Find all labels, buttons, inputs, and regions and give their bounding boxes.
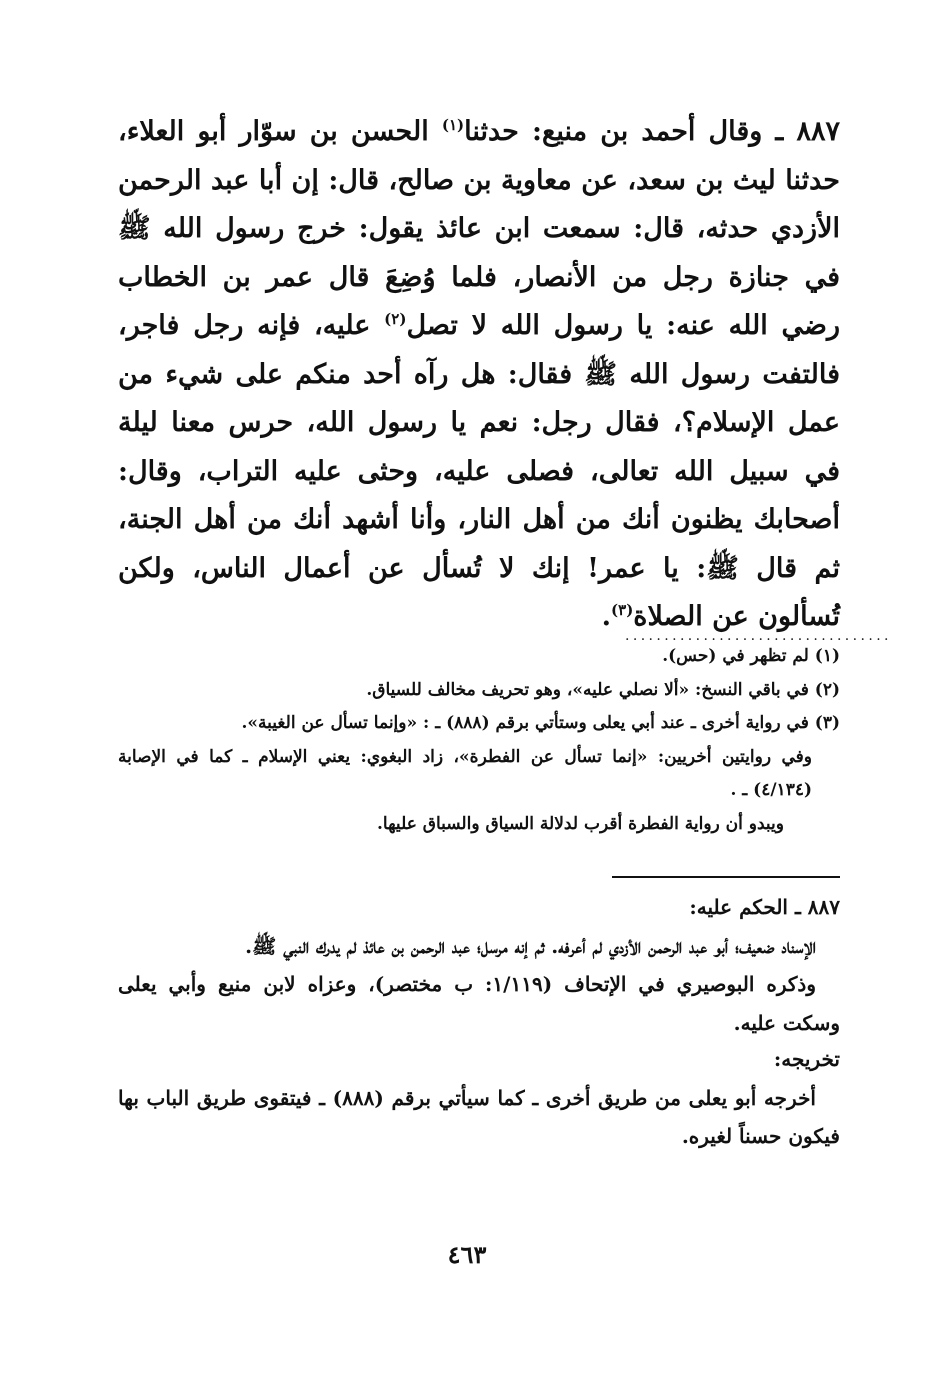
footnote-2: (٢) في باقي النسخ: «ألا نصلي عليه»، وهو تحريف مخالف للسياق. xyxy=(366,679,840,700)
hadith-number: ٨٨٧ xyxy=(796,116,840,147)
footnote-separator: .................................. xyxy=(625,628,892,644)
hadith-paragraph: ٨٨٧ ـ وقال أحمد بن منيع: حدثنا$^{(١)}$ الحسن بن سوّار أبو العلاء، حدثنا ليث بن سعد، عن معاوية بن صالح، قال: إن أبا عبد الرحمن الأزدي حدثه، قال: سمعت ابن عائذ يقول: خرج رسول الله ﷺ في جنازة رجل من الأنصار، فلما وُضِعَ قال عمر بن الخطاب رضي الله عنه: يا رسول الله لا تصل$^{(٢)}$ عليه، فإنه رجل فاجر، فالتفت رسول الله ﷺ فقال: هل رآه أحد منكم على شيء من عمل الإسلام؟، فقال رجل: نعم يا رسول الله، حرس معنا ليلة في سبيل الله تعالى، فصلى عليه، وحثى عليه التراب، وقال: أصحابك يظنون أنك من أهل النار، وأنا أشهد أنك من أهل الجنة، ثم قال ﷺ: يا عمر! إنك لا تُسأل عن أعمال الناس، ولكن تُسألون عن الصلاة$^{(٣)}$. xyxy=(118,116,840,632)
page-number: ٤٦٣ xyxy=(447,1240,487,1269)
footnote-3-continuation: وفي روايتين أخريين: «إنما تسأل عن الفطرة»، زاد البغوي: يعني الإسلام ـ كما في الإصابة (٤/١٣٤) ـ . xyxy=(118,746,812,800)
footnote-3-conclusion: ويبدو أن رواية الفطرة أقرب لدلالة السياق والسباق عليها. xyxy=(377,813,784,834)
takhrij-paragraph: أخرجه أبو يعلى من طريق أخرى ـ كما سيأتي برقم (٨٨٨) ـ فيتقوى طريق الباب بها فيكون حسناً لغيره. xyxy=(118,1085,840,1148)
busiri-paragraph: وذكره البوصيري في الإتحاف (١/١١٩: ب مختصر)، وعزاه لابن منيع وأبي يعلى وسكت عليه. xyxy=(118,972,840,1035)
footnotes xyxy=(118,640,840,841)
section-divider xyxy=(612,876,840,878)
footnote-1: (١) لم تظهر في (حس). xyxy=(662,646,840,666)
footnote-3: (٣) في رواية أخرى ـ عند أبي يعلى وستأتي برقم (٨٨٨) ـ : «وإنما تسأل عن الغيبة». xyxy=(241,713,840,733)
commentary xyxy=(118,888,840,1156)
footnote-ref-1: (١) xyxy=(441,116,465,134)
ruling-heading: ٨٨٧ ـ الحكم عليه: xyxy=(689,895,840,919)
hadith-text xyxy=(118,108,892,644)
footnote-ref-2: (٢) xyxy=(384,310,407,328)
takhrij-heading: تخريجه: xyxy=(773,1047,840,1071)
footnote-ref-3: (٣) xyxy=(611,601,634,619)
ruling-paragraph: الإسناد ضعيف؛ أبو عبد الرحمن الأزدي لم أعرفه. ثم إنه مرسل؛ عبد الرحمن بن عائذ لم يدرك النبي ﷺ. xyxy=(245,933,816,958)
